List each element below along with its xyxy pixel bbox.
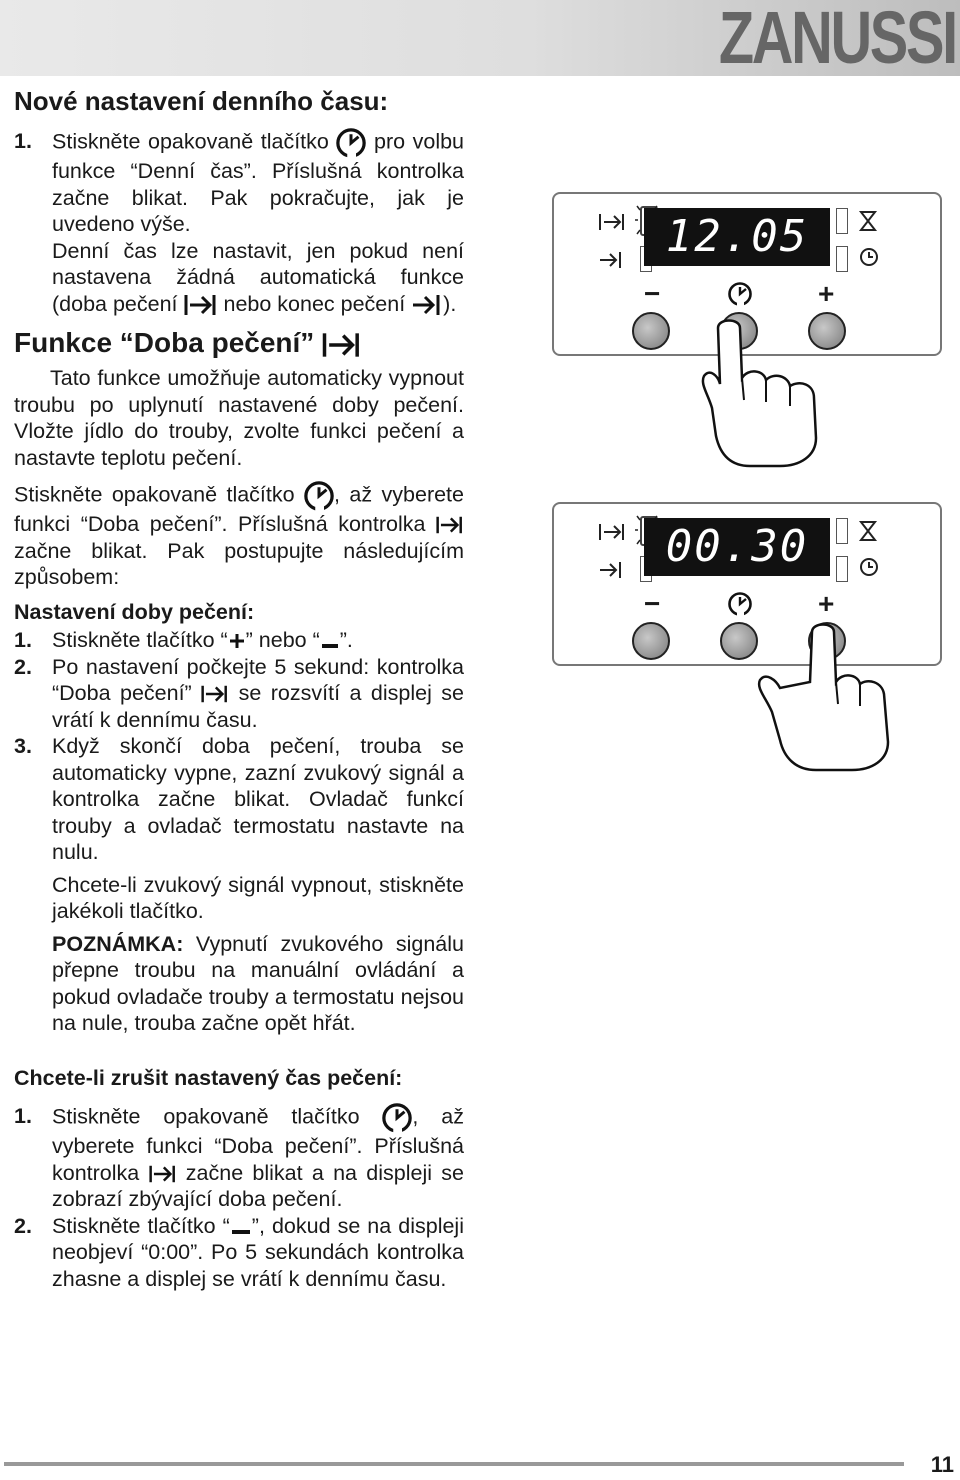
item-text: Po nastavení počkejte 5 sekund: kontrolka “Doba pečení”: [52, 654, 464, 705]
display-value: 00.30: [665, 521, 809, 572]
list-item: [14, 733, 464, 1037]
clock-icon: [858, 556, 880, 578]
plus-label: +: [818, 278, 835, 309]
clock-button-icon: [382, 1103, 412, 1133]
plus-icon: [228, 632, 246, 650]
minus-button[interactable]: [632, 312, 670, 350]
list-item: [14, 654, 464, 734]
timer-hourglass-icon: [858, 210, 878, 232]
indicator-light: [836, 246, 848, 272]
item-text: začne blikat a na displeji se zobrazí zbývající doba pečení.: [52, 1160, 464, 1211]
cook-duration-icon: [184, 293, 218, 317]
minus-icon: [230, 1218, 252, 1236]
plus-label: +: [818, 588, 835, 619]
cook-duration-icon: [322, 331, 362, 359]
section-title-daytime: Nové nastavení denního času:: [14, 86, 389, 116]
item-text: Stiskněte opakovaně tlačítko: [52, 129, 329, 154]
section-title-text: Funkce “Doba pečení”: [14, 327, 315, 358]
text-column: [14, 84, 464, 1292]
item-number: 2.: [14, 654, 32, 679]
item-text: Když skončí doba pečení, trouba se automaticky vypne, zazní zvukový signál a kontrolka začne blikat. Ovladač funkcí trouby a ovladač termostatu nastavte na nulu.: [52, 734, 464, 864]
indicator-light: [836, 208, 848, 234]
item-text: Stiskněte tlačítko “: [52, 628, 228, 652]
list-item: [14, 1103, 464, 1213]
page-number: 11: [930, 1452, 954, 1477]
minus-button[interactable]: [632, 622, 670, 660]
cook-duration-icon: [149, 1164, 177, 1184]
item-number: 1.: [14, 628, 32, 652]
cook-duration-indicator-icon: [598, 212, 626, 232]
section-title-duration: [14, 325, 464, 361]
footer-line: [4, 1462, 904, 1466]
item-text: Stiskněte opakovaně tlačítko: [52, 1104, 360, 1129]
cook-end-indicator-icon: [598, 560, 626, 580]
cook-duration-icon: [201, 684, 229, 704]
cook-end-indicator-icon: [598, 250, 626, 270]
indicator-light: [836, 556, 848, 582]
item-text: se rozsvítí a displej se vrátí k dennímu času.: [52, 681, 464, 732]
cook-end-icon: [411, 293, 443, 317]
clock-button-icon: [728, 592, 752, 616]
item-text: nebo konec pečení: [223, 291, 406, 316]
note-paragraph: [52, 931, 464, 1037]
item-text: , až vyberete funkci “Doba pečení”. Příslušná kontrolka: [52, 1104, 464, 1185]
pressing-hand-illustration: [716, 622, 896, 772]
note-label: POZNÁMKA:: [52, 931, 184, 956]
lcd-display: [644, 208, 830, 266]
instruction-paragraph: [14, 481, 464, 591]
clock-button-icon: [336, 128, 366, 158]
item-text: ”, dokud se na displeji neobjeví “0:00”. Po 5 sekundách kontrolka zhasne a displej se vrátí k dennímu času.: [52, 1213, 464, 1291]
clock-button-icon: [304, 481, 334, 511]
instruction-text: začne blikat. Pak postupujte následujícím způsobem:: [14, 538, 464, 589]
list-item: [14, 627, 464, 654]
clock-button-icon: [728, 282, 752, 306]
clock-icon: [858, 246, 880, 268]
lcd-display: [644, 518, 830, 576]
item-text: ).: [443, 291, 457, 316]
item-number: 1.: [14, 129, 32, 153]
minus-label: −: [644, 278, 661, 309]
indicator-light: [836, 518, 848, 544]
item-number: 3.: [14, 734, 32, 758]
timer-hourglass-icon: [858, 520, 878, 542]
note-text: Vypnutí zvukového signálu přepne troubu na manuální ovládání a pokud ovladače trouby a termostatu nejsou na nule, trouba začne opět hřát.: [52, 931, 464, 1035]
instruction-text: Stiskněte opakovaně tlačítko: [14, 482, 295, 507]
display-value: 12.05: [665, 211, 809, 262]
item-number: 1.: [14, 1104, 32, 1128]
cook-duration-indicator-icon: [598, 522, 626, 542]
instruction-text: , až vyberete funkci “Doba pečení”. Příslušná kontrolka: [14, 482, 464, 536]
pressing-hand-illustration: [690, 318, 870, 468]
item-number: 2.: [14, 1213, 32, 1238]
item-text: ” nebo “: [245, 628, 320, 652]
list-item: [14, 128, 464, 317]
item-text: Chcete-li zvukový signál vypnout, stiskněte jakékoli tlačítko.: [52, 872, 464, 923]
item-text: Stiskněte tlačítko “: [52, 1213, 230, 1238]
list-item: [14, 1213, 464, 1293]
intro-paragraph: Tato funkce umožňuje automaticky vypnout troubu po uplynutí nastavené doby pečení. Vložte jídlo do trouby, zvolte funkci pečení a nastavte teplotu pečení.: [14, 366, 464, 470]
subsection-title-cancel: Chcete-li zrušit nastavený čas pečení:: [14, 1065, 403, 1090]
item-text: ”.: [339, 628, 353, 652]
minus-label: −: [644, 588, 661, 619]
subsection-title-setting: Nastavení doby pečení:: [14, 599, 255, 624]
minus-icon: [320, 632, 340, 650]
brand-logo: ZANUSSI: [719, 0, 956, 79]
cook-duration-icon: [436, 515, 464, 535]
item-text: Denní čas lze nastavit, jen pokud není nastavena žádná automatická funkce (doba pečení: [52, 238, 464, 316]
item-text: pro volbu funkce “Denní čas”. Příslušná kontrolka začne blikat. Pak pokračujte, jak je uvedeno výše.: [52, 129, 465, 236]
